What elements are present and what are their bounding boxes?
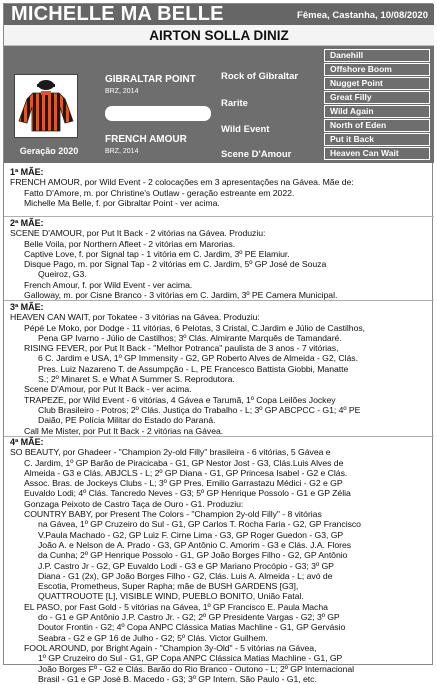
- horse-name: MICHELLE MA BELLE: [11, 3, 224, 25]
- ancestor-6: North of Eden: [324, 119, 430, 132]
- section-heading: 3ª MÃE:: [10, 302, 44, 312]
- text-line: Disque Pago, m. por Signal Tap - 2 vitórias em C. Jardim, 5º GP José de Souza: [24, 259, 327, 270]
- section-divider: [4, 300, 434, 301]
- text-line: Club Brasileiro - Potros; 2º Clás. Justiça do Trabalho - L; 3º GP ABCPCC - G1; 4º PE: [38, 404, 361, 415]
- ancestor-3: Nugget Point: [324, 77, 430, 90]
- horse-meta: Fêmea, Castanha, 10/08/2020: [297, 10, 428, 21]
- text-line: Pena GP Ivarno - Júlio de Castilhos; 3º Clás. Almirante Marquês de Tamandaré.: [38, 332, 342, 343]
- grandsire-maternal: Wild Event: [221, 124, 270, 135]
- text-line: V.Paula Machado - G2, GP Luiz F. Cirne Lima - G3, GP Roger Guedon - G3, GP: [38, 529, 344, 540]
- ancestor-4: Great Filly: [324, 91, 430, 104]
- text-line: Captive Love, f. por Signal tap - 1 vitória em C. Jardim, 3º PE Elamiur.: [24, 248, 290, 259]
- ancestor-5: Wild Again: [324, 105, 430, 118]
- text-line: 1º GP Cruzeiro do Sul - G1, GP Copa ANPC Clássica Matias Machline - G1, GP: [38, 653, 343, 664]
- text-line: FRENCH AMOUR, por Wild Event - 2 colocações em 3 apresentações na Gávea. Mãe de:: [10, 177, 354, 188]
- ancestor-2: Offshore Boom: [324, 63, 430, 76]
- text-line: C. Jardim, 1º GP Barão de Piracicaba - G1, GP Nestor Jost - G3, Clás.Luis Alves de: [24, 457, 344, 468]
- granddam-paternal: Rarite: [221, 98, 248, 109]
- silks-drawing: [15, 75, 77, 137]
- text-line: Belle Voila, por Northern Afleet - 2 vitórias em Marorias.: [24, 238, 235, 249]
- dam: [105, 134, 187, 158]
- text-line: Pépé Le Moko, por Dodge - 11 vitórias, 6 Pelotas, 3 Cristal, C.Jardim e Júlio de Castilhos,: [24, 322, 366, 333]
- ancestor-1: Danehill: [324, 49, 430, 62]
- text-line: French Amour, f. por Wild Event - ver acima.: [24, 279, 193, 290]
- text-line: Seabra - G2 e GP 16 de Julho - G2; 5º Clás. Victor Guilhem.: [38, 632, 268, 643]
- pedigree-block: [4, 46, 434, 163]
- text-line: Michelle Ma Belle, f. por Gibraltar Point - ver acima.: [24, 197, 220, 208]
- text-line: Daião, PE Polícia Militar do Estado do Paraná.: [38, 415, 216, 426]
- text-line: Diana - G1 (2x), GP João Borges Filho - G2, Clás. Luis A. Almeida - L; avó de: [38, 570, 333, 581]
- text-line: QUATTROUOTE [L], VISIBLE WIND, PUEBLO BONITO, União Fatal.: [38, 591, 304, 602]
- text-line: Queiroz, G3.: [38, 269, 87, 280]
- text-line: Assoc. Bras. de Jockeys Clubs - L; 3º GP Pres. Emilio Garrastazu Médici - G2 e GP: [24, 478, 343, 489]
- text-line: do - G1 e GP Antônio J.P. Castro Jr. - G2; 2º GP Presidente Vargas - G2; 3º GP: [38, 612, 340, 623]
- text-line: João Borges Fº - G2 e Clás. Barão do Rio Branco - Outono - L; 2º GP Internacional: [38, 663, 355, 674]
- sire-name: GIBRALTAR POINT: [105, 74, 196, 85]
- section-3rd-dam: [10, 302, 430, 436]
- text-line: Euvaldo Lodi; 4º Clás. Tancredo Neves - G3; 5º GP Henrique Possolo - G1 e GP Zélia: [24, 488, 351, 499]
- section-4th-dam: [10, 437, 430, 684]
- text-line: TRAPEZE, por Wild Event - 6 vitórias, 4 Gávea e Tarumã, 1º Copa Leilões Jockey: [24, 394, 336, 405]
- horse-header: [4, 4, 434, 25]
- dam-placeholder-box: [105, 106, 211, 121]
- sire: [105, 74, 196, 98]
- section-divider: [4, 216, 434, 217]
- text-line: Doutor Frontin - G2; 4º Copa ANPC Clássica Matias Machline - G1, GP Gervásio: [38, 622, 346, 633]
- text-line: HEAVEN CAN WAIT, por Tokatee - 3 vitórias na Gávea. Produziu:: [10, 312, 260, 323]
- text-line: Fatto D'Amore, m. por Christine's Outlaw - geração estreante em 2022.: [24, 187, 295, 198]
- text-line: RISING FEVER, por Put It Back - "Melhor Potranca" paulista de 3 anos - 7 vitórias,: [24, 343, 339, 354]
- section-1st-dam: [10, 167, 430, 208]
- dam-name: FRENCH AMOUR: [105, 134, 187, 145]
- text-line: João A. e Nelson de A. Prado - G3, GP Antônio C. Amorim - G3 e Clás. J.A. Flores: [38, 539, 352, 550]
- generation-label: Geração 2020: [19, 146, 79, 156]
- text-line: 6 C. Jardim e USA, 1º GP Immensity - G2, GP Roberto Alves de Almeida - G2, Clás.: [38, 353, 358, 364]
- granddam-maternal: Scene D'Amour: [221, 149, 292, 160]
- dam-origin: BRZ, 2014: [105, 148, 139, 155]
- jockey-silks-icon: [14, 74, 78, 138]
- text-line: FOOL AROUND, por Bright Again - "Champion 3y-Old" - 5 vitórias na Gávea,: [24, 642, 317, 653]
- sire-origin: BRZ, 2014: [105, 88, 139, 95]
- stallion-catalog-page: [3, 3, 433, 684]
- text-line: COUNTRY BABY, por Present The Colors - "Champion 2y-old Filly" - 8 vitórias: [24, 509, 322, 520]
- text-line: na Gávea, 1º GP Cruzeiro do Sul - G1, GP Carlos T. Rocha Faria - G2, GP Francisco: [38, 519, 361, 530]
- text-line: Brasil - G1 e GP José B. Macedo - G3; 3º GP Intern. São Paulo - G1, etc.: [38, 673, 317, 684]
- text-line: Call Me Mister, por Put It Back - 2 vitórias na Gávea.: [24, 425, 224, 436]
- section-heading: 2ª MÃE:: [10, 218, 44, 228]
- text-line: SCENE D'AMOUR, por Put It Back - 2 vitórias na Gávea. Produziu:: [10, 228, 266, 239]
- text-line: Escotia, Prometheus, Super Rapha; mãe de BUSH GARDENS [G3],: [38, 581, 299, 592]
- text-line: SO BEAUTY, por Ghadeer - "Champion 2y-old Filly" brasileira - 6 vitórias, 5 Gávea e: [10, 447, 331, 458]
- text-line: EL PASO, por Fast Gold - 5 vitórias na Gávea, 1º GP Francisco E. Paula Macha: [24, 601, 328, 612]
- section-heading: 1ª MÃE:: [10, 167, 44, 177]
- text-line: Scene D'Amour, por Put It Back - ver acima.: [24, 384, 192, 395]
- ancestor-7: Put it Back: [324, 133, 430, 146]
- breeder-name: AIRTON SOLLA DINIZ: [4, 25, 434, 46]
- text-line: Galloway, m. por Cisne Branco - 3 vitórias em C. Jardim, 3º PE Camera Municipal.: [24, 290, 338, 301]
- section-heading: 4ª MÃE:: [10, 437, 44, 447]
- ancestor-8: Heaven Can Wait: [324, 147, 430, 160]
- text-line: J.P. Castro Jr - G2, GP Euvaldo Lodi - G3 e GP Mariano Procópio - G3; 3º GP: [38, 560, 334, 571]
- text-line: Almeida - G3 e Clás. ABJCLS - L; 2º GP Diana - G1, GP Princesa Isabel - G2 e Clás.: [24, 467, 348, 478]
- text-line: Pres. Luiz Nazareno T. de Assumpção - L, PE Francesco Battista Giobbi, Manatte: [38, 363, 349, 374]
- text-line: da Cunha; 2º GP Henrique Possolo - G1, GP João Borges Filho - G2, GP Antônio: [38, 550, 348, 561]
- text-line: S.; 2º Minaret S. e What A Summer S. Reprodutora.: [38, 374, 235, 385]
- section-2nd-dam: [10, 218, 430, 300]
- text-line: Gonzaga Peixoto de Castro Taça de Ouro - G1. Produziu:: [24, 498, 244, 509]
- grandsire-paternal: Rock of Gibraltar: [221, 71, 299, 82]
